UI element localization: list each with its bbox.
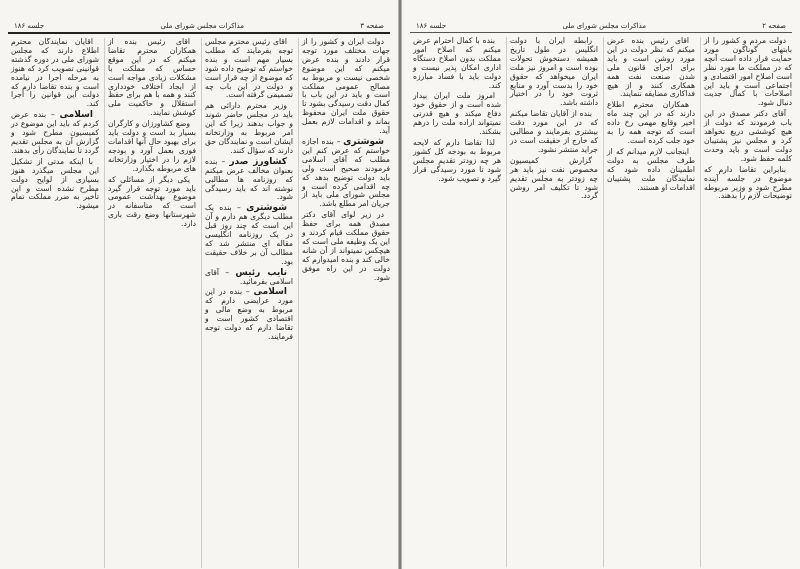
text-column: [506, 37, 598, 567]
text-column: [700, 37, 792, 567]
page-right: [402, 0, 800, 569]
paragraph: [108, 38, 196, 118]
text-column: [104, 38, 196, 568]
text-column: [298, 38, 390, 568]
paragraph: [11, 111, 99, 156]
publication-title: مذاکرات مجلس شورای ملی: [160, 22, 244, 30]
paragraph: [607, 148, 695, 193]
paragraph-text: آقای رئیس محترم مجلس توجه بفرمایند که مطلب بسیار مهم است و بنده خواستم که توضیح داده شود که موضوع از چه قرار است و دولت در این باب چه تصمیمی گرفته است.: [205, 38, 293, 100]
header-rule: [8, 32, 390, 34]
paragraph-text: همکاران محترم اطلاع دارند که در این چند ماه اخیر وقایع مهمی رخ داده است که توجه همه را به خود جلب کرده است.: [607, 100, 695, 145]
speaker-name: نایب رئیس: [235, 267, 287, 278]
publication-title: مذاکرات مجلس شورای ملی: [562, 22, 646, 30]
paragraph-text: وزیر محترم دارائی هم باید در مجلس حاضر شوند و جواب بدهند زیرا که این امر مربوط به وزارتخانه ایشان است و نمایندگان حق دارند که سؤال کنند.: [205, 101, 293, 155]
paragraph: [704, 110, 792, 163]
paragraph-text: – بنده یک مطلب دیگری هم دارم و آن این است که چند روز قبل در یک روزنامه انگلیسی مقاله ای منتشر شد که مطالب آن بر خلاف حقیقت بود.: [205, 203, 293, 266]
paragraph: [11, 158, 99, 211]
running-head: [410, 22, 792, 30]
paragraph-text: – بنده در این مورد عرایضی دارم که مربوط به وضع مالی و اقتصادی کشور است و تقاضا دارم که دولت توجه فرمایند.: [205, 287, 293, 341]
paragraph-text: یکی دیگر از مسائلی که باید مورد توجه قرار گیرد موضوع بهداشت عمومی است که متاسفانه در شهرستانها وضع رقت باری دارد.: [108, 174, 196, 229]
speaker-name: اسلامی: [59, 110, 93, 121]
paragraph-text: – بنده اجازه خواستم که عرض کنم این مطلب که آقای اسلامی فرمودند صحیح است ولی باید دولت توضیح بدهد که چه اقدامی کرده است و مجلس شورای ملی باید از جریان امر مطلع باشد.: [302, 136, 390, 209]
paragraph-text: آقای دکتر مصدق در این باب فرمودند که دولت از هیچ کوششی دریغ نخواهد کرد و مجلس نیز پشتیبان دولت است و باید وحدت کلمه حفظ شود.: [704, 109, 792, 163]
paragraph: [205, 288, 293, 341]
paragraph-text: اینجانب لازم میدانم که از طرف مجلس به دولت اطمینان داده شود که نمایندگان ملت پشتیبان اقدامات او هستند.: [607, 146, 695, 192]
paragraph: [413, 37, 501, 90]
speaker-name: شوشتری: [246, 203, 288, 214]
text-column: [8, 38, 99, 568]
paragraph: [510, 157, 598, 202]
speaker-name: کشاورز صدر: [229, 156, 287, 167]
paragraph: [302, 38, 390, 136]
paragraph-text: آقای رئیس بنده از همکاران محترم تقاضا میکنم که در این موقع حساس که مملکت با مشکلات زیادی مواجه است از ایجاد اختلاف خودداری کنند و همه با هم برای حفظ استقلال و حاکمیت ملی کوشش نمایند.: [108, 38, 196, 118]
paragraph: [607, 101, 695, 146]
paragraph-text: گزارش کمیسیون مخصوص نفت نیز باید هر چه زودتر به مجلس تقدیم شود تا تکلیف امر روشن گردد.: [510, 155, 598, 201]
page-number: صفحه ۳: [360, 22, 384, 30]
paragraph-text: – بنده بعنوان مخالف عرض میکنم که روزنامه ها مطالبی نوشته اند که باید رسیدگی شود.: [205, 156, 293, 202]
paragraph: [205, 38, 293, 100]
paragraph-text: بنابراین تقاضا دارم که موضوع در جلسه آینده مطرح شود و وزیر مربوطه توضیحات لازم را بدهند.: [704, 164, 792, 201]
paragraph-text: دولت ایران و کشور را از جهات مختلف مورد توجه قرار دادند و بنده عرض میکنم که این موضوع شخصی نیست و مربوط به مصالح عمومی مملکت است و باید در این باب با کمال دقت رسیدگی بشود تا حقوق ملت ایران محفوظ بماند و اقدامات لازم بعمل آید.: [302, 38, 390, 136]
text-columns: [410, 37, 792, 567]
paragraph-text: دولت مردم و کشور را از بابتهای گوناگون مورد حمایت قرار داده است آنچه که در مملکت ما مورد نظر است اصلاح امور اقتصادی و اجتماعی است و باید این اصلاحات با کمال جدیت دنبال شود.: [704, 37, 792, 108]
paragraph: [413, 139, 501, 184]
paragraph: [413, 92, 501, 137]
text-columns: [8, 38, 390, 568]
session-number: جلسه ۱۸۶: [14, 22, 45, 30]
paragraph: [302, 211, 390, 282]
paragraph-text: آقای رئیس بنده عرض میکنم که نظر دولت در این مورد روشن است و باید برای اجرای قانون ملی شدن صنعت نفت همه همکاری کنند و از هیچ فداکاری مضایقه ننمایند.: [607, 37, 695, 99]
paragraph-text: بنده از آقایان تقاضا میکنم که در این مورد دقت بیشتری بفرمایند و مطالبی که خارج از حقیقت است در جراید منتشر نشود.: [510, 109, 598, 154]
speaker-name: اسلامی: [253, 287, 287, 298]
text-column: [603, 37, 695, 567]
paragraph-text: امروز ملت ایران بیدار شده است و از حقوق خود دفاع میکند و هیچ قدرتی نمیتواند اراده ملت را درهم بشکند.: [413, 91, 501, 137]
paragraph: [11, 38, 99, 109]
text-column: [201, 38, 293, 568]
paragraph: [704, 166, 792, 202]
paragraph-text: وضع کشاورزان و کارگران بسیار بد است و دولت باید برای بهبود حال آنها اقدامات فوری بعمل آورد و بودجه لازم را در اختیار وزارتخانه های مربوطه بگذارد.: [108, 119, 196, 173]
paragraph: [510, 37, 598, 108]
paragraph: [302, 138, 390, 209]
paragraph: [607, 37, 695, 99]
paragraph-text: آقایان نمایندگان محترم اطلاع دارند که مجلس شورای ملی در دوره گذشته قوانینی تصویب کرد که هنوز به مرحله اجرا در نیامده است و بنده تقاضا دارم که دولت این قوانین را اجرا کند.: [11, 38, 99, 109]
paragraph-text: – آقای اسلامی بفرمائید.: [205, 267, 293, 286]
paragraph: [205, 102, 293, 155]
speaker-name: شوشتری: [343, 136, 384, 147]
paragraph-text: با اینکه مدتی از تشکیل این مجلس میگذرد هنوز بسیاری از لوایح دولت مطرح نشده است و این تأخیر به ضرر مملکت تمام میشود.: [11, 156, 99, 211]
paragraph: [108, 120, 196, 173]
paragraph: [108, 176, 196, 229]
paragraph: [205, 158, 293, 203]
paragraph-text: – بنده عرض کردم که باید این موضوع در کمیسیون مطرح شود و گزارش آن به مجلس تقدیم گردد تا نمایندگان رأی بدهند.: [11, 110, 99, 155]
text-column: [410, 37, 501, 567]
page-number: صفحه ۲: [762, 22, 786, 30]
paragraph: [205, 204, 293, 266]
session-number: جلسه ۱۸۶: [416, 22, 447, 30]
page-left: [0, 0, 398, 569]
paragraph: [510, 110, 598, 155]
paragraph-text: بنده با کمال احترام عرض میکنم که اصلاح امور مملکت بدون اصلاح دستگاه اداری امکان پذیر نیست و دولت باید با فساد مبارزه کند.: [413, 37, 501, 90]
paragraph: [704, 37, 792, 108]
header-rule: [410, 32, 792, 33]
paragraph-text: رابطه ایران با دولت انگلیس در طول تاریخ همیشه دستخوش تحولات بوده است و امروز نیز ملت ایران میخواهد که حقوق خود را بدست آورد و منابع ثروت خود را در اختیار داشته باشد.: [510, 37, 598, 108]
running-head: [8, 22, 390, 30]
paragraph: [205, 269, 293, 287]
paragraph-text: در زیر لوای آقای دکتر مصدق همه برای حفظ حقوق مملکت قیام کردند و این یک وظیفه ملی است که هیچکس نمیتواند از آن شانه خالی کند و بنده امیدوارم که دولت در این راه موفق شود.: [302, 210, 390, 282]
paragraph-text: لذا تقاضا دارم که لایحه مربوط به بودجه کل کشور هر چه زودتر تقدیم مجلس شود تا مورد رسیدگی قرار گیرد و تصویب شود.: [413, 137, 501, 183]
